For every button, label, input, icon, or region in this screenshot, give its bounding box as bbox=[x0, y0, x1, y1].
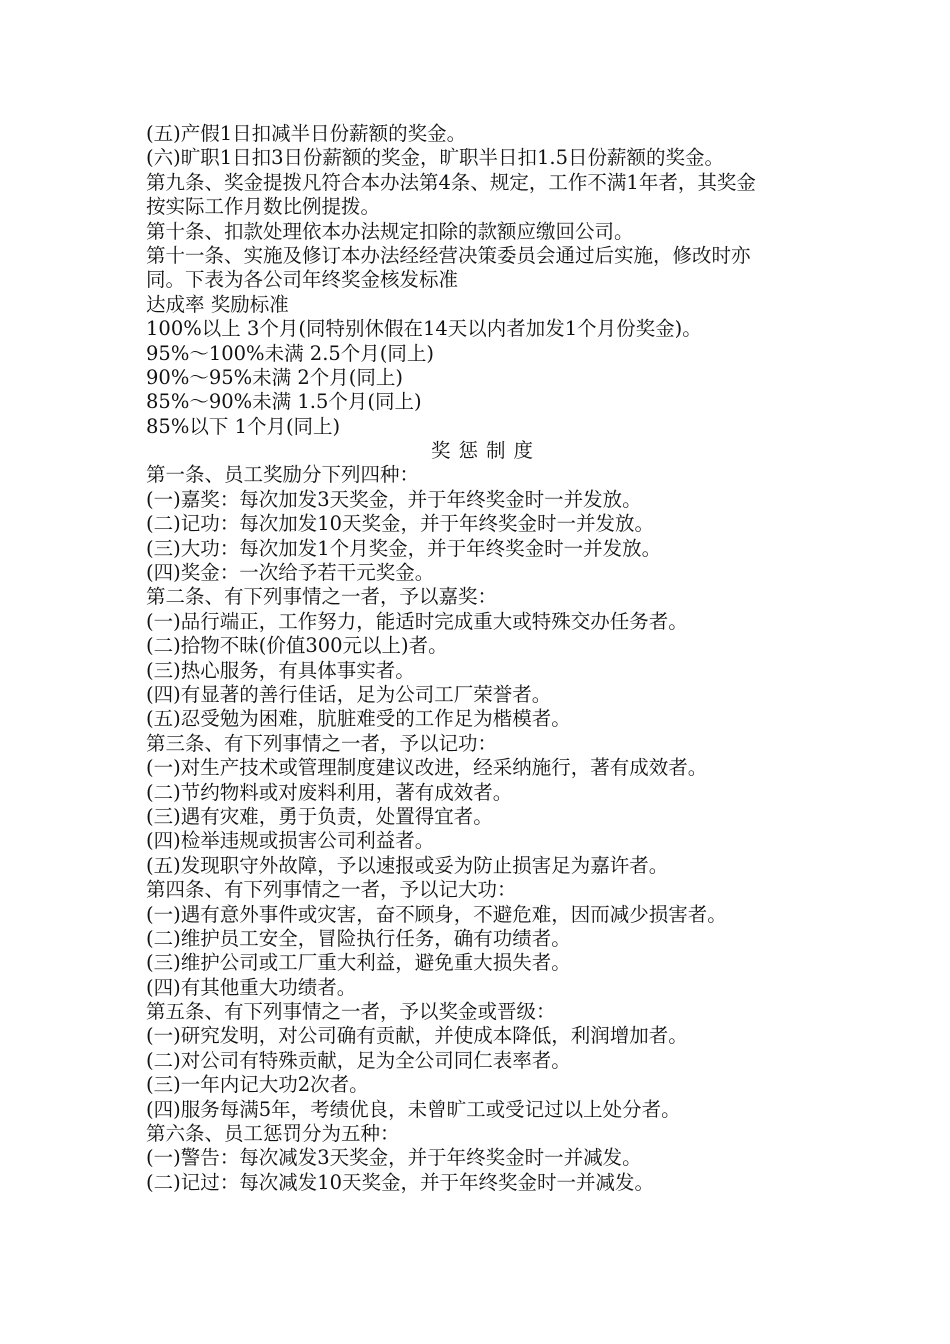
reward-punishment-rules bbox=[146, 463, 826, 1195]
text-line: (三)遇有灾难，勇于负责，处置得宜者。 bbox=[146, 804, 493, 828]
text-line: 第一条、员工奖励分下列四种： bbox=[146, 463, 420, 487]
text-line: (二)节约物料或对废料利用，著有成效者。 bbox=[146, 780, 513, 804]
text-line: 100%以上 3个月(同特别休假在14天以内者加发1个月份奖金)。 bbox=[146, 317, 702, 341]
text-line: 第十条、扣款处理依本办法规定扣除的款额应缴回公司。 bbox=[146, 219, 634, 243]
text-line: 第二条、有下列事情之一者，予以嘉奖： bbox=[146, 585, 498, 609]
text-line: (四)有其他重大功绩者。 bbox=[146, 975, 357, 999]
text-line: 第九条、奖金提拨凡符合本办法第4条、规定，工作不满1年者，其奖金 bbox=[146, 170, 756, 194]
text-line: 第五条、有下列事情之一者，予以奖金或晋级： bbox=[146, 1000, 556, 1024]
text-line: (三)热心服务，有具体事实者。 bbox=[146, 658, 415, 682]
text-line: 90%～95%未满 2个月(同上) bbox=[146, 365, 404, 389]
text-line: (三)大功：每次加发1个月奖金，并于年终奖金时一并发放。 bbox=[146, 536, 662, 560]
text-line: (五)忍受勉为困难，肮脏难受的工作足为楷模者。 bbox=[146, 707, 571, 731]
text-line: (一)研究发明，对公司确有贡献，并使成本降低，利润增加者。 bbox=[146, 1024, 688, 1048]
text-line: (四)检举违规或损害公司利益者。 bbox=[146, 829, 435, 853]
text-line: (五)发现职守外故障，予以速报或妥为防止损害足为嘉许者。 bbox=[146, 853, 669, 877]
text-line: 第三条、有下列事情之一者，予以记功： bbox=[146, 731, 498, 755]
text-line: (三)一年内记大功2次者。 bbox=[146, 1073, 369, 1097]
text-line: 第十一条、实施及修订本办法经经营决策委员会通过后实施，修改时亦 bbox=[146, 243, 751, 267]
text-line: 85%～90%未满 1.5个月(同上) bbox=[146, 390, 422, 414]
text-line: (一)品行端正，工作努力，能适时完成重大或特殊交办任务者。 bbox=[146, 609, 688, 633]
text-line: (一)嘉奖：每次加发3天奖金，并于年终奖金时一并发放。 bbox=[146, 487, 642, 511]
text-line: (三)维护公司或工厂重大利益，避免重大损失者。 bbox=[146, 951, 571, 975]
text-line: (一)警告：每次减发3天奖金，并于年终奖金时一并减发。 bbox=[146, 1146, 642, 1170]
text-line: (二)对公司有特殊贡献，足为全公司同仁表率者。 bbox=[146, 1048, 571, 1072]
text-line: (六)旷职1日扣3日份薪额的奖金，旷职半日扣1.5日份薪额的奖金。 bbox=[146, 146, 725, 170]
text-line: 95%～100%未满 2.5个月(同上) bbox=[146, 341, 435, 365]
text-line: (二)维护员工安全，冒险执行任务，确有功绩者。 bbox=[146, 926, 571, 950]
text-line: 按实际工作月数比例提拨。 bbox=[146, 195, 381, 219]
text-line: (一)对生产技术或管理制度建议改进，经采纳施行，著有成效者。 bbox=[146, 756, 708, 780]
text-line: (四)服务每满5年，考绩优良，未曾旷工或受记过以上处分者。 bbox=[146, 1097, 681, 1121]
document-page bbox=[146, 122, 826, 1195]
text-line: 第四条、有下列事情之一者，予以记大功： bbox=[146, 878, 517, 902]
text-line: (五)产假1日扣减半日份薪额的奖金。 bbox=[146, 122, 467, 145]
text-line: 第六条、员工惩罚分为五种： bbox=[146, 1122, 400, 1146]
text-line: (二)记过：每次减发10天奖金，并于年终奖金时一并减发。 bbox=[146, 1170, 655, 1194]
regulation-continuation bbox=[146, 122, 826, 439]
text-line: (四)有显著的善行佳话，足为公司工厂荣誉者。 bbox=[146, 682, 552, 706]
text-line: (四)奖金：一次给予若干元奖金。 bbox=[146, 561, 435, 585]
text-line: 85%以下 1个月(同上) bbox=[146, 414, 341, 438]
section-title: 奖惩制度 bbox=[430, 439, 541, 463]
text-line: (一)遇有意外事件或灾害，奋不顾身，不避危难，因而减少损害者。 bbox=[146, 902, 727, 926]
text-line: 达成率 奖励标准 bbox=[146, 292, 289, 316]
text-line: (二)拾物不昧(价值300元以上)者。 bbox=[146, 634, 448, 658]
text-line: 同。下表为各公司年终奖金核发标准 bbox=[146, 268, 459, 292]
text-line: (二)记功：每次加发10天奖金，并于年终奖金时一并发放。 bbox=[146, 512, 655, 536]
